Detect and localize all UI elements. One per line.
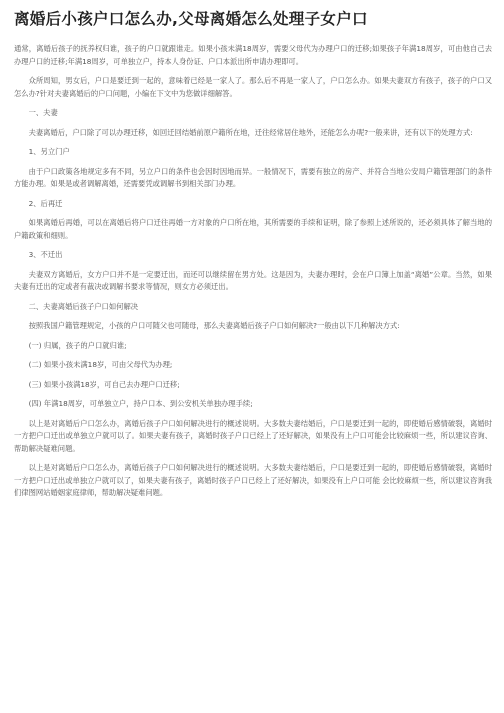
page-title: 离婚后小孩户口怎么办,父母离婚怎么处理子女户口 — [14, 10, 368, 28]
section1-item2-body: 如果离婚后再婚，可以在离婚后将户口迁往再婚一方对象的户口所在地，其所需要的手续和证明，除了参照上述所说的，还必须具体了解当地的户籍政策和细则。 — [14, 218, 492, 240]
section2-item-2: (二) 如果小孩未满18岁，可由父母代为办理; — [28, 360, 173, 369]
closing-paragraph-1: 以上是对离婚后户口怎么办，离婚后孩子户口如何解决进行的概述说明。大多数夫妻结婚后，户口是要迁到一起的，即使婚后感情破裂，离婚时一方把户口迁出或单独立户就可以了。如果夫妻有孩子，离婚时孩子户口已经上了还好解决，如果没有上户口可能会比较麻烦一些，所以建议咨询、帮助解决疑难问题。 — [14, 418, 492, 453]
section1-heading: 一、夫妻 — [28, 108, 58, 117]
section1-body: 夫妻离婚后，户口除了可以办理迁移，如回迁回结婚前原户籍所在地，迁往经常居住地外，还能怎么办呢?一般来讲，还有以下的处理方式: — [28, 127, 473, 137]
section1-item2-heading: 2、后再迁 — [28, 198, 63, 208]
section2-item-4: (四) 年满18周岁，可单独立户，持户口本、到公安机关单独办理手续; — [28, 399, 253, 408]
section2-item-1: (一) 归属，孩子的户口就归谁; — [28, 340, 127, 350]
section1-item3-heading: 3、不迁出 — [28, 250, 63, 259]
section2-heading: 二、夫妻离婚后孩子户口如何解决 — [28, 301, 139, 311]
closing-paragraph-2: 以上是对离婚后户口怎么办，离婚后孩子户口如何解决进行的概述说明。大多数夫妻结婚后，户口是要迁到一起的，即使婚后感情破裂，离婚时一方把户口迁出或单独立户就可以了，如果夫妻有孩子，离婚时孩子户口已经上了还好解决，如果没有上户口可能 会比较麻烦一些，所以建议咨询我们律图网站婚姻家庭律师，帮助解决疑难问题。 — [14, 463, 492, 497]
section1-item3-body: 夫妻双方离婚后，女方户口并不是一定要迁出，而还可以继续留在男方处。这是因为，夫妻办理时，会在户口簿上加盖“离婚”公章。当然，如果夫妻有迁出的定或者有裁决或调解书要求等情况，则女方必须迁出。 — [14, 269, 492, 291]
section2-body: 按照我国户籍管理规定，小孩的户口可随父也可随母，那么夫妻离婚后孩子户口如何解决?一般由以下几种解决方式: — [28, 321, 400, 330]
section1-item1-heading: 1、另立门户 — [28, 147, 70, 156]
section2-item-3: (三) 如果小孩满18岁，可自己去办理户口迁移; — [28, 379, 180, 389]
section1-item1-body: 由于户口政策各地规定多有不同，另立户口的条件也会因时因地而异。一般情况下，需要有独立的房产、并符合当地公安局户籍管理部门的条件方能办理。如果是或者调解离婚，还需要凭或调解书到相关部门办理。 — [14, 166, 492, 188]
lead-paragraph: 众所周知，男女后，户口是要迁到一起的，意味着已经是一家人了。那么后不再是一家人了，户口怎么办。如果夫妻双方有孩子，孩子的户口又怎么办?针对夫妻离婚后的户口问题，小编在下文中为您做详细解答。 — [14, 76, 492, 98]
intro-paragraph: 通常，离婚后孩子的抚养权归谁，孩子的户口就跟谁走。如果小孩未满18周岁，需要父母代为办理户口的迁移;如果孩子年满18周岁，可由他自己去办理户口的迁移;年满18周岁，可单独立户，持本人身份证、户口本派出所申请办理即可。 — [14, 44, 492, 66]
